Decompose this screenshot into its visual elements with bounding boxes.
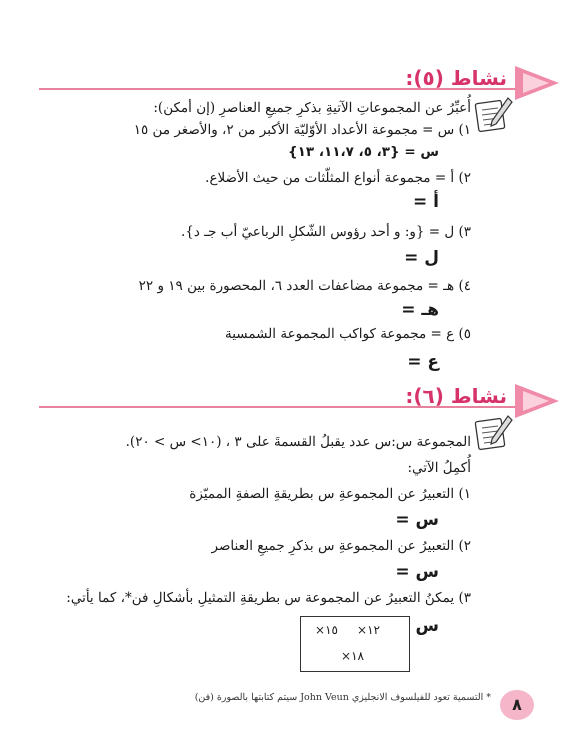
- venn-element: ١٢×: [357, 623, 380, 637]
- a5-item-3: ٣) ل = {و: و أحد رؤوس الشّكلِ الرباعيّ أب جـ د}.: [181, 224, 471, 240]
- page-number-badge: ٨: [500, 690, 534, 720]
- notepad-pencil-icon: [474, 414, 514, 452]
- a5-item-1: ١) س = مجموعة الأعداد الأوّليّة الأكبر من ٢، والأصغر من ١٥: [133, 122, 471, 138]
- a6-item-2: ٢) التعبيرُ عن المجموعةِ س بذكرِ جميعِ العناصر: [211, 538, 471, 554]
- activity-6-header: [39, 384, 559, 418]
- a6-item-2-answer: س =: [395, 562, 439, 582]
- venn-element: ١٥×: [315, 623, 338, 637]
- a5-item-1-answer: س = {٣، ٥، ١١،٧، ١٣}: [288, 144, 439, 160]
- activity-6-body: [31, 434, 471, 614]
- venn-set-label: س: [415, 616, 439, 636]
- a6-item-1: ١) التعبيرُ عن المجموعةِ س بطريقةِ الصفةِ المميّزة: [189, 486, 471, 502]
- activity-6-intro: المجموعة س:س عدد يقبلُ القسمةَ على ٣ ، (١٠> س > ٢٠).: [125, 434, 471, 450]
- header-triangle-inner-icon: [523, 73, 549, 93]
- a5-item-4-answer: هـ =: [401, 300, 439, 320]
- venn-element: ١٨×: [341, 649, 364, 663]
- a5-item-5: ٥) ع = مجموعة كواكب المجموعة الشمسية: [224, 326, 471, 342]
- activity-5-title: نشاط (٥):: [405, 66, 507, 90]
- activity-5-instruction: أُعبِّرُ عن المجموعاتِ الآتيةِ بذكرِ جميعِ العناصرِ (إن أمكن):: [153, 100, 471, 116]
- notepad-pencil-icon: [474, 96, 514, 134]
- a6-item-3: ٣) يمكنُ التعبيرُ عن المجموعة س بطريقةِ التمثيلِ بأشكالِ فن*، كما يأتي:: [66, 590, 471, 606]
- activity-5-header: [39, 66, 559, 100]
- a5-item-4: ٤) هـ = مجموعة مضاعفات العدد ٦، المحصورة بين ١٩ و ٢٢: [138, 278, 471, 294]
- a5-item-2-answer: أ =: [413, 192, 439, 212]
- activity-5-body: [31, 100, 471, 350]
- a5-item-3-answer: ل =: [404, 248, 439, 268]
- venn-diagram-box: [300, 616, 410, 672]
- activity-6-title: نشاط (٦):: [405, 384, 507, 408]
- header-triangle-inner-icon: [523, 391, 549, 411]
- a6-item-1-answer: س =: [395, 510, 439, 530]
- activity-6-complete: أُكمِلُ الآتي:: [407, 460, 471, 476]
- a5-item-2: ٢) أ = مجموعة أنواع المثلّثات من حيث الأضلاع.: [205, 170, 471, 186]
- footnote: * التسمية تعود للفيلسوف الانجليزي John Veun سيتم كتابتها بالصورة (فن): [194, 692, 491, 703]
- a5-item-5-answer: ع =: [407, 352, 439, 372]
